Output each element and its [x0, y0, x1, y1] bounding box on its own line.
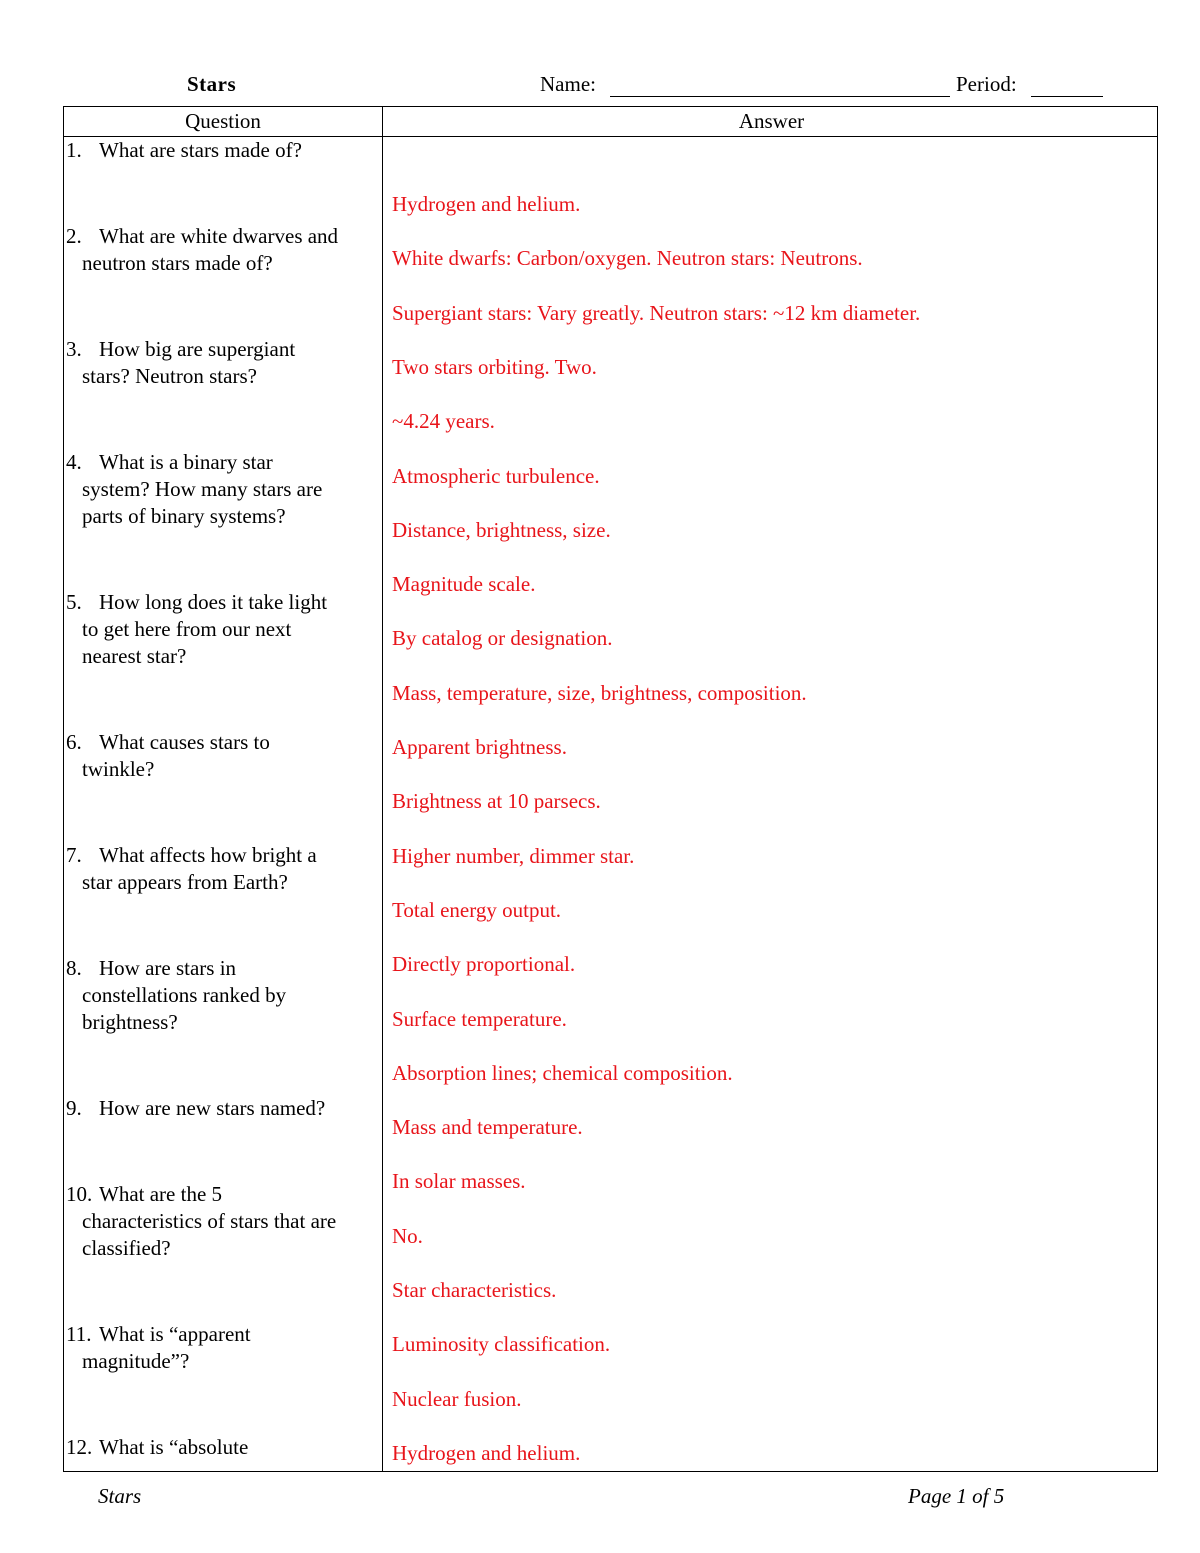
answer-text: Total energy output.	[392, 897, 562, 922]
question-column-header: Question	[185, 109, 261, 133]
answer-text: Mass and temperature.	[392, 1115, 583, 1140]
question-item	[66, 1095, 376, 1122]
name-label: Name:	[540, 72, 596, 96]
question-text: system? How many stars are	[82, 477, 323, 501]
question-line	[66, 137, 376, 164]
question-line	[66, 1348, 376, 1375]
question-text: constellations ranked by	[82, 983, 287, 1007]
question-number: 10.	[66, 1182, 93, 1206]
question-text: How are stars in	[99, 956, 237, 980]
question-line	[66, 982, 376, 1009]
question-number: 9.	[66, 1096, 82, 1120]
period-blank-line	[1031, 96, 1103, 97]
question-line	[66, 449, 376, 476]
question-text: to get here from our next	[82, 617, 292, 641]
question-line	[66, 1009, 376, 1036]
answer-text: By catalog or designation.	[392, 626, 613, 651]
question-line	[66, 336, 376, 363]
question-text: brightness?	[82, 1010, 178, 1034]
question-text: How are new stars named?	[99, 1096, 326, 1120]
answer-text: Nuclear fusion.	[392, 1386, 522, 1411]
question-line	[66, 223, 376, 250]
worksheet-title: Stars	[187, 72, 237, 96]
question-item	[66, 1434, 376, 1461]
question-item	[66, 589, 376, 670]
question-line	[66, 616, 376, 643]
question-number: 5.	[66, 590, 82, 614]
question-text: What is a binary star	[99, 450, 273, 474]
question-line	[66, 589, 376, 616]
answer-text: Surface temperature.	[392, 1006, 567, 1031]
question-text: magnitude”?	[82, 1349, 190, 1373]
question-number: 12.	[66, 1435, 93, 1459]
question-line	[66, 643, 376, 670]
answer-text: Brightness at 10 parsecs.	[392, 789, 601, 814]
question-line	[66, 250, 376, 277]
question-text: What is “absolute	[99, 1435, 249, 1459]
question-text: What are stars made of?	[99, 138, 302, 162]
question-line	[66, 756, 376, 783]
answer-text: In solar masses.	[392, 1169, 526, 1194]
answer-text: Mass, temperature, size, brightness, composition.	[392, 680, 807, 705]
question-number: 6.	[66, 730, 82, 754]
question-number: 8.	[66, 956, 82, 980]
question-number: 1.	[66, 138, 82, 162]
question-number: 2.	[66, 224, 82, 248]
question-line	[66, 363, 376, 390]
question-text: What are white dwarves and	[99, 224, 339, 248]
question-item	[66, 842, 376, 896]
answer-text: Hydrogen and helium.	[392, 1440, 581, 1465]
answer-column-header: Answer	[738, 109, 805, 133]
question-item	[66, 336, 376, 390]
question-line	[66, 1235, 376, 1262]
worksheet-header	[0, 72, 1200, 102]
answer-text: Higher number, dimmer star.	[392, 843, 635, 868]
question-text: How big are supergiant	[99, 337, 296, 361]
question-line	[66, 1434, 376, 1461]
answer-text: Hydrogen and helium.	[392, 192, 581, 216]
period-label: Period:	[956, 72, 1017, 96]
table-header-row	[64, 107, 1157, 137]
column-divider	[382, 107, 383, 1471]
question-item	[66, 223, 376, 277]
question-answer-table	[63, 106, 1158, 1472]
question-text: twinkle?	[82, 757, 155, 781]
question-line	[66, 729, 376, 756]
answer-text: ~4.24 years.	[392, 409, 495, 434]
question-line	[66, 476, 376, 503]
question-number: 4.	[66, 450, 82, 474]
name-blank-line	[610, 96, 950, 97]
answer-text: Directly proportional.	[392, 952, 576, 977]
question-text: What causes stars to	[99, 730, 270, 754]
question-line	[66, 842, 376, 869]
answer-text: Distance, brightness, size.	[392, 517, 611, 542]
answer-text: Absorption lines; chemical composition.	[392, 1060, 733, 1085]
question-text: stars? Neutron stars?	[82, 364, 257, 388]
question-text: parts of binary systems?	[82, 504, 286, 528]
answer-text: Apparent brightness.	[392, 735, 567, 759]
question-line	[66, 503, 376, 530]
question-text: star appears from Earth?	[82, 870, 288, 894]
question-text: nearest star?	[82, 644, 187, 668]
question-line	[66, 869, 376, 896]
answer-text: No.	[392, 1223, 423, 1248]
question-text: neutron stars made of?	[82, 251, 273, 275]
question-number: 7.	[66, 843, 82, 867]
question-line	[66, 1095, 376, 1122]
answer-text: Magnitude scale.	[392, 572, 536, 597]
answer-text: Atmospheric turbulence.	[392, 463, 600, 488]
answer-text: Two stars orbiting. Two.	[392, 354, 597, 379]
question-number: 3.	[66, 337, 82, 361]
question-item	[66, 1321, 376, 1375]
page-number: Page 1 of 5	[908, 1484, 1005, 1508]
question-line	[66, 1208, 376, 1235]
question-item	[66, 955, 376, 1036]
question-text: What affects how bright a	[99, 843, 317, 867]
question-item	[66, 449, 376, 530]
answer-text: White dwarfs: Carbon/oxygen. Neutron stars: Neutrons.	[392, 246, 863, 271]
answer-text: Supergiant stars: Vary greatly. Neutron stars: ~12 km diameter.	[392, 300, 921, 325]
question-item	[66, 137, 376, 164]
question-text: What is “apparent	[99, 1322, 251, 1346]
question-item	[66, 1181, 376, 1262]
question-line	[66, 1181, 376, 1208]
question-text: How long does it take light	[99, 590, 328, 614]
question-line	[66, 1321, 376, 1348]
question-number: 11.	[66, 1322, 92, 1346]
footer-title: Stars	[98, 1484, 142, 1508]
answer-text: Star characteristics.	[392, 1278, 557, 1302]
question-text: classified?	[82, 1236, 171, 1260]
question-text: What are the 5	[99, 1182, 223, 1206]
question-text: characteristics of stars that are	[82, 1209, 337, 1233]
question-item	[66, 729, 376, 783]
answer-text: Luminosity classification.	[392, 1332, 611, 1357]
question-line	[66, 955, 376, 982]
